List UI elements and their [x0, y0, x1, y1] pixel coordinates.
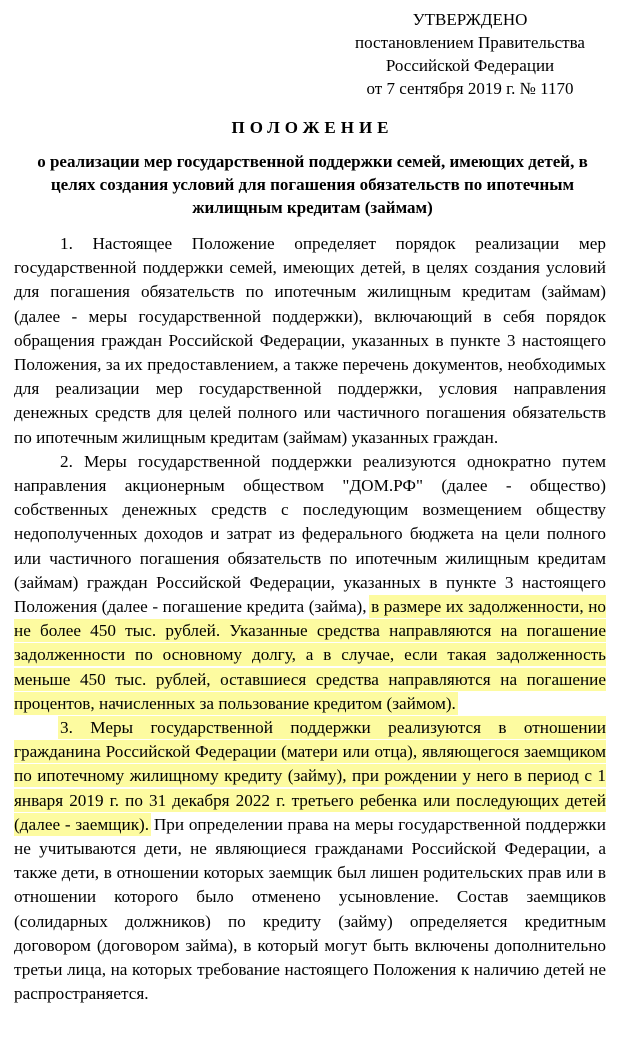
paragraph-3-highlight: 3. Меры государственной поддержки реализуются в отношении гражданина Российской Федерации (матери или отца), являющегося заемщиком по ипотечному жилищному кредиту (займу), при рождении у него в период с 1 января 2019 г. по 31 декабря 2022 г. третьего ребенка или последующих детей (далее - заемщик).	[14, 718, 606, 834]
paragraph-2-text: 2. Меры государственной поддержки реализуются однократно путем направления акционерным обществом "ДОМ.РФ" (далее - общество) собственных денежных средств с последующим возмещением обществу недополученных доходов и затрат из федерального бюджета на цели полного или частичного погашения обязательств по ипотечным жилищным кредитам (займам) граждан Российской Федерации, указанных в пункте 3 настоящего Положения (далее - погашение кредита (займа),	[14, 451, 606, 617]
document-title: ПОЛОЖЕНИЕ	[231, 118, 394, 137]
approval-heading: УТВЕРЖДЕНО	[412, 10, 528, 29]
document-body	[14, 232, 606, 1007]
approval-stamp	[330, 8, 610, 100]
paragraph-1: 1. Настоящее Положение определяет порядок реализации мер государственной поддержки семей, имеющих детей, в целях создания условий для погашения обязательств по ипотечным жилищным кредитам (займам) (далее - меры государственной поддержки), включающий в себя порядок обращения граждан Российской Федерации, указанных в пункте 3 настоящего Положения, за их предоставлением, а также перечень документов, необходимых для реализации мер государственной поддержки, условия направления денежных средств для целей полного или частичного погашения обязательств по ипотечным жилищным кредитам (займам) указанных граждан.	[14, 234, 606, 447]
paragraph-2-highlight: в размере их задолженности, но не более 450 тыс. рублей. Указанные средства направляются на погашение задолженности по основному долгу, а в случае, если такая задолженность меньше 450 тыс. рублей, оставшиеся средства направляются на погашение процентов, начисленных за пользование кредитом (займом).	[14, 597, 606, 713]
paragraph-3	[14, 716, 606, 1006]
paragraph-2	[14, 450, 606, 716]
approval-government: Российской Федерации	[385, 56, 555, 75]
approval-date-number: от 7 сентября 2019 г. № 1170	[366, 79, 574, 98]
document-subtitle: о реализации мер государственной поддержки семей, имеющих детей, в целях создания условий для погашения обязательств по ипотечным жилищным кредитам (займам)	[37, 152, 588, 217]
approval-resolution: постановлением Правительства	[355, 33, 585, 52]
paragraph-3-text: При определении права на меры государственной поддержки не учитываются дети, не являющиеся гражданами Российской Федерации, а также дети, в отношении которых заемщик был лишен родительских прав или в отношении которого было отменено усыновление. Состав заемщиков (солидарных должников) по кредиту (займу) определяется кредитным договором (договором займа), в который могут быть включены дополнительно третьи лица, на которых требование настоящего Положения к наличию детей не распространяется.	[14, 814, 606, 1004]
